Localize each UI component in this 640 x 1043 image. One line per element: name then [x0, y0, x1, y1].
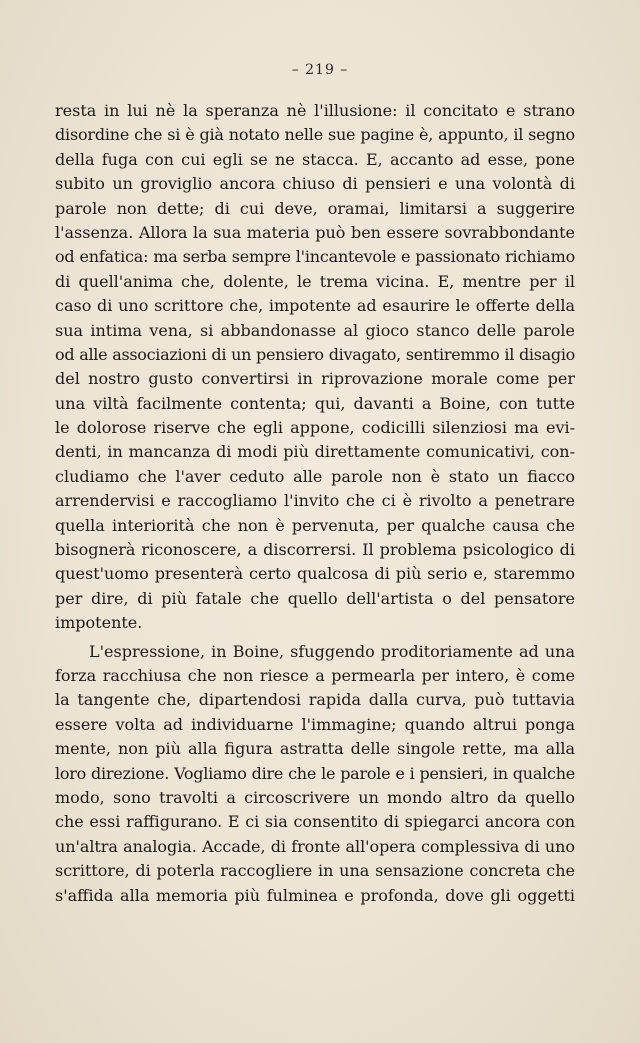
text-line: scrittore, di poterla raccogliere in una sensazione concreta che: [55, 861, 575, 881]
text-line: caso di uno scrittore che, impotente ad esaurire le offerte della: [55, 296, 575, 316]
paragraph: [55, 99, 575, 636]
text-line: la tangente che, dipartendosi rapida dalla curva, può tuttavia: [55, 690, 575, 710]
text-line: od alle associazioni di un pensiero divagato, sentiremmo il disagio: [55, 344, 575, 364]
text-line: modo, sono travolti a circoscrivere un mondo altro da quello: [55, 787, 575, 807]
paragraph: [55, 640, 575, 908]
text-line: una viltà facilmente contenta; qui, davanti a Boine, con tutte: [55, 393, 575, 413]
text-line: od enfatica: ma serba sempre l'incantevole e passionato richiamo: [55, 247, 575, 267]
text-line: resta in lui nè la speranza nè l'illusione: il concitato e strano: [55, 101, 575, 120]
text-line: di quell'anima che, dolente, le trema vicina. E, mentre per il: [55, 271, 575, 291]
text-line: denti, in mancanza di modi più direttamente comunicativi, con-: [55, 442, 575, 462]
text-line: quella interiorità che non è pervenuta, per qualche causa che: [55, 515, 575, 535]
text-line: s'affida alla memoria più fulminea e profonda, dove gli oggetti: [55, 885, 575, 905]
text-line: un'altra analogia. Accade, di fronte all'opera complessiva di uno: [55, 836, 575, 856]
text-line: parole non dette; di cui deve, oramai, limitarsi a suggerire: [55, 198, 575, 218]
text-line: del nostro gusto convertirsi in riprovazione morale come per: [55, 369, 575, 389]
text-line: bisognerà riconoscere, a discorrersi. Il problema psicologico di: [55, 540, 575, 560]
text-line: le dolorose riserve che egli appone, codicilli silenziosi ma evi-: [55, 418, 575, 438]
text-line: impotente.: [55, 613, 143, 633]
text-line: sua intima vena, si abbandonasse al gioco stanco delle parole: [55, 320, 575, 340]
text-line: della fuga con cui egli se ne stacca. E, accanto ad esse, pone: [55, 149, 575, 169]
text-line: L'espressione, in Boine, sfuggendo proditoriamente ad una: [89, 641, 575, 661]
body-text: [55, 99, 575, 908]
text-line: per dire, di più fatale che quello dell'artista o del pensatore: [55, 588, 575, 608]
text-line: disordine che si è già notato nelle sue pagine è, appunto, il segno: [55, 125, 575, 145]
text-line: arrendervisi e raccogliamo l'invito che ci è rivolto a penetrare: [55, 491, 575, 511]
text-line: loro direzione. Vogliamo dire che le parole e i pensieri, in qualche: [55, 763, 575, 783]
text-line: essere volta ad individuarne l'immagine; quando altrui ponga: [55, 714, 575, 734]
text-line: quest'uomo presenterà certo qualcosa di più serio e, staremmo: [55, 564, 575, 584]
text-line: subito un groviglio ancora chiuso di pensieri e una volontà di: [55, 174, 575, 194]
text-line: mente, non più alla figura astratta delle singole rette, ma alla: [55, 739, 575, 759]
page-number: – 219 –: [291, 62, 349, 78]
text-line: l'assenza. Allora la sua materia può ben essere sovrabbondante: [55, 222, 575, 242]
text-line: forza racchiusa che non riesce a permearla per intero, è come: [55, 665, 575, 685]
text-line: che essi raffigurano. E ci sia consentito di spiegarci ancora con: [55, 812, 575, 832]
text-line: cludiamo che l'aver ceduto alle parole non è stato un fiacco: [55, 466, 575, 486]
